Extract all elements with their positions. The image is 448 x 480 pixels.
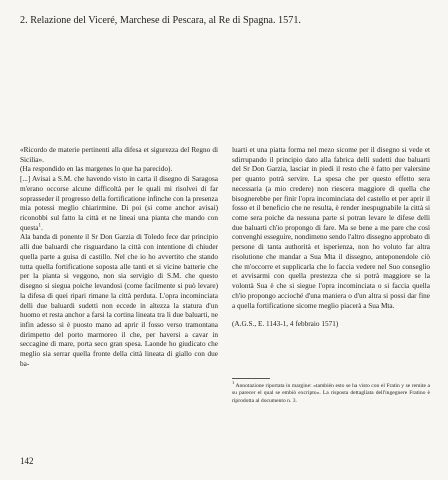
footnote-ref: 1 — [38, 223, 42, 229]
footnote-marker: 1 — [232, 380, 235, 386]
paragraph: [...] Avisai a S.M. che havendo visto in carta il disegno di Saragosa m'erano occorse alcune difficoltà per le quali mi risolvei di far soprasseder il progresso della fortificatione infinche con la presenza mia potessi meglio chiarirmine. Di poi (si come anchor avisai) riconobbi sul fatto la città et ne lineai una pianta che mando con questa$^1$. — [20, 175, 218, 232]
footnote-divider — [232, 378, 270, 379]
quoted-title: «Ricordo de materie pertinenti alla difesa et sigurezza del Regno di Sicilia». — [20, 146, 218, 164]
left-text-column — [20, 146, 218, 370]
footnote-text: Annotazione riportata in margine: «también esto se ha visto con el Fratin y se remite a su parecer el qual se embiò excripto». La risposta dettagliata dell'ingegnere Fratino è riprodotta al documento n. 3. — [232, 383, 431, 404]
page-number: 142 — [20, 456, 34, 466]
paragraph: luarti et una piatta forma nel mezo sicome per il disegno si vede et sdirrupando il principio dato alla fabrica delli sudetti due baluarti del Sr Don Garzia, lasciar in piedi il resto che è fatto per valersine per quanto potrà servire. La spesa che per questo effetto sera necessaria (a mio credere) non riescera maggiore di quella che bisognerebbe per finir l'opra incominciata del castello et per aprir il fosso et il beneficio che ne resulta, è render inespugnabile la città si come sera poiche da nessuna parte si potran levare le difese delli due baluarti ch'io propongo di fare. Ma se bene a me pare che così convenghi esseguire, nondimeno sendo l'altro dissegno approbato di persone di tanta authorità et isperienza, non ho voluto far altra risolutione che mandar a Sua Mta il dissegno, anteponendole ciò che m'occorre et supplicarla che lo faccia vedere nel Suo conseglio et avvisarmi con quella prestezza che si potrà maggiore se la volontà Sua è che si siegue l'opra incominciata o si faccia quella ch'io propongo accioché d'una maniera o d'un altra si possi dar fine a quella fortificatione sicome meglio piacerà a Sua Mta. — [232, 146, 430, 310]
right-text-column — [232, 146, 430, 330]
document-heading: 2. Relazione del Viceré, Marchese di Pescara, al Re di Spagna. 1571. — [20, 15, 301, 26]
footnote — [232, 380, 431, 405]
paragraph: Ala banda di ponente il Sr Don Garzia di Toledo fece dar principio alli due baluardi che risguardano la città con intentione di chiuder quella parte a guisa di castillo. Nel che io ho avvertito che stando tutta quella fortificatione soposta alle tanti et si vicine batterie che per la pianta si veggono, non sia servigio di S.M. che questo disegno si siegua poiche levandosi (come facilmente si può levare) la difesa di quei ripari rimane la città perduta. L'opra incominciata delli due baluardi sudetti non eccede in altezza la statura d'un huomo et resta anchor a farsi la cortina lineata tra li due baluarti, ne infin adesso si è puosto mano ad aprir il fosso verso tramontana dirimpetto del porto marmoreo il che, per haversi a cavar in seccagine di mare, porta seco gran spesa. Laonde ho giudicato che meglio sia serrar quella fronte della città lineata di giallo con due ba- — [20, 233, 218, 368]
paragraph-text: [...] Avisai a S.M. che havendo visto in carta il disegno di Saragosa m'erano occorse alcune difficoltà per le quali mi risolvei di far soprasseder il progresso della fortificatione infinche con la presenza mia potessi meglio chiarirmine. Di poi (si come anchor avisai) riconobbi sul fatto la città et ne lineai una pianta che mando con questa — [20, 175, 218, 232]
margin-note: (Ha respondido en las margenes lo que ha parecido). — [20, 165, 173, 174]
archive-reference: (A.G.S., E. 1143-1, 4 febbraio 1571) — [232, 320, 339, 329]
